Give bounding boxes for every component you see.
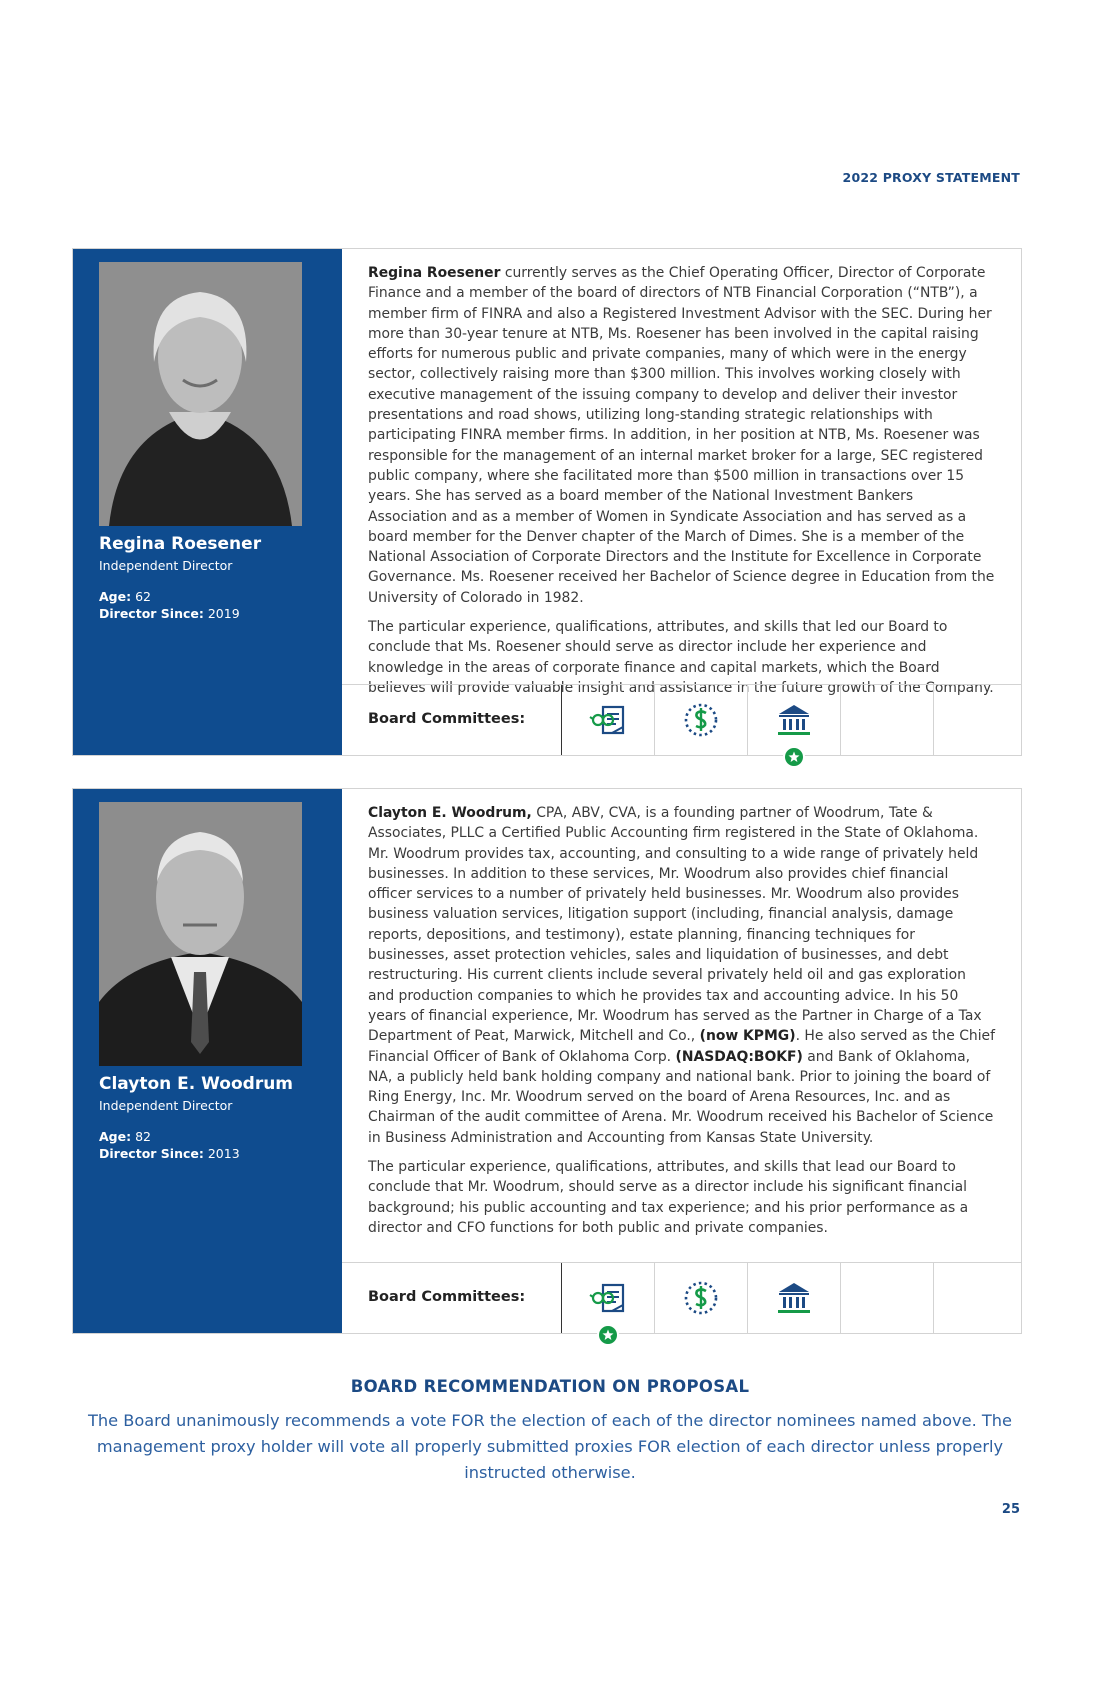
committee-cell-empty <box>840 1263 933 1333</box>
bio-bold-kpmg: (now KPMG) <box>699 1028 796 1045</box>
bio-text: . He also served as the Chief Financial Officer of Bank of Oklahoma Corp. <box>368 1028 995 1065</box>
star-icon <box>602 1329 614 1341</box>
audit-icon <box>588 1278 628 1318</box>
qualifications-paragraph: The particular experience, qualifications, attributes, and skills that led our Board to conclude that Ms. Roesener should serve as director include her experience and knowledge in the areas of corporate finance and capital markets, which the Board believes will provide valuable insight and assistance in the future growth of the Company. <box>368 619 994 696</box>
document-header: 2022 PROXY STATEMENT <box>842 170 1020 185</box>
bio-text: CPA, ABV, CVA, is a founding partner of Woodrum, Tate & Associates, PLLC a Certified Public Accounting firm registered in the State of Oklahoma. Mr. Woodrum provides tax, accounting, and consulting to a wide range of privately held businesses. In addition to these services, Mr. Woodrum also provides chief financial officer services to a number of privately held businesses. Mr. Woodrum also provides business valuation services, litigation support (including, financial analysis, damage reports, depositions, and testimony), estate planning, financing techniques for businesses, asset protection vehicles, sales and liquidation of businesses, and debt restructuring. His current clients include several privately held oil and gas exploration and production companies to which he provides tax and accounting advice. In his 50 years of financial experience, Mr. Woodrum has served as the Partner in Charge of a Tax Department of Peat, Marwick, Mitchell and Co., <box>368 805 982 1045</box>
committee-cell-compensation <box>654 685 747 755</box>
recommendation-text: The Board unanimously recommends a vote FOR the election of each of the director nominees named above. The management proxy holder will vote all properly submitted proxies FOR election of each director unless properly instructed otherwise. <box>88 1411 1012 1482</box>
director-card-woodrum <box>72 788 1022 1334</box>
committee-chair-badge <box>597 1324 619 1346</box>
board-committees-row <box>342 1262 1021 1333</box>
director-photo <box>99 802 302 1066</box>
committee-chair-badge <box>783 746 805 768</box>
audit-icon <box>588 700 628 740</box>
bio-text: currently serves as the Chief Operating Officer, Director of Corporate Finance and a member of the board of directors of NTB Financial Corporation (“NTB”), a member firm of FINRA and also a Registered Investment Advisor with the SEC. During her more than 30-year tenure at NTB, Ms. Roesener has been involved in the capital raising efforts for numerous public and private companies, many of which were in the energy sector, collectively raising more than $300 million. This involves working closely with executive management of the issuing company to develop and deliver their investor presentations and road shows, utilizing long-standing strategic relationships with participating FINRA member firms. In addition, in her position at NTB, Ms. Roesener was responsible for the management of an internal market broker for a large, SEC registered public company, where she facilitated more than $500 million in transactions over 15 years. She has served as a board member of the National Investment Bankers Association and as a member of Women in Syndicate Association and has served as a board member for the Denver chapter of the March of Dimes. She is a member of the National Association of Corporate Directors and the Institute for Excellence in Corporate Governance. Ms. Roesener received her Bachelor of Science degree in Education from the University of Colorado in 1982. <box>368 265 995 606</box>
director-name: Regina Roesener <box>99 534 262 554</box>
director-meta <box>99 588 240 622</box>
governance-icon <box>774 700 814 740</box>
director-bio <box>342 789 1021 1247</box>
committee-cell-empty <box>840 685 933 755</box>
director-bio <box>342 249 1021 707</box>
compensation-icon <box>681 1278 721 1318</box>
page-number: 25 <box>1001 1502 1020 1517</box>
director-since-value: 2013 <box>207 1146 240 1161</box>
portrait-image <box>99 262 302 526</box>
bio-text: and Bank of Oklahoma, NA, a publicly held bank holding company and national bank. Prior to joining the board of Ring Energy, Inc. Mr. Woodrum served on the board of Arena Resources, Inc. and as Chairman of the audit committee of Arena. Mr. Woodrum received his Bachelor of Science in Business Administration and Accounting from Kansas State University. <box>368 1048 994 1146</box>
director-sidebar <box>73 249 342 755</box>
board-committees-row <box>342 684 1021 755</box>
director-since-label: Director Since: <box>99 606 204 621</box>
star-icon <box>788 751 800 763</box>
bio-paragraph <box>368 803 995 1148</box>
bio-bold-ticker: (NASDAQ:BOKF) <box>675 1048 803 1065</box>
committee-cell-governance <box>747 1263 840 1333</box>
committee-cell-audit <box>561 1263 654 1333</box>
board-committees-label: Board Committees: <box>368 711 526 727</box>
director-card-roesener <box>72 248 1022 756</box>
director-meta <box>99 1128 240 1162</box>
director-sidebar <box>73 789 342 1333</box>
director-since-label: Director Since: <box>99 1146 204 1161</box>
committee-cell-governance <box>747 685 840 755</box>
age-value: 82 <box>135 1129 151 1144</box>
age-label: Age: <box>99 1129 132 1144</box>
bio-lead-name: Regina Roesener <box>368 265 501 281</box>
director-name: Clayton E. Woodrum <box>99 1074 294 1094</box>
director-since-value: 2019 <box>207 606 240 621</box>
director-role: Independent Director <box>99 1098 233 1113</box>
committee-cell-audit <box>561 685 654 755</box>
director-photo <box>99 262 302 526</box>
bio-paragraph <box>368 263 995 608</box>
director-role: Independent Director <box>99 558 233 573</box>
committee-cell-empty <box>933 685 1021 755</box>
age-label: Age: <box>99 589 132 604</box>
committee-cell-empty <box>933 1263 1021 1333</box>
portrait-image <box>99 802 302 1066</box>
governance-icon <box>774 1278 814 1318</box>
recommendation-title: BOARD RECOMMENDATION ON PROPOSAL <box>350 1377 750 1396</box>
age-value: 62 <box>135 589 151 604</box>
compensation-icon <box>681 700 721 740</box>
bio-lead-name: Clayton E. Woodrum, <box>368 805 532 821</box>
committee-cell-compensation <box>654 1263 747 1333</box>
board-committees-label: Board Committees: <box>368 1289 526 1305</box>
qualifications-paragraph: The particular experience, qualifications, attributes, and skills that lead our Board to conclude that Mr. Woodrum, should serve as a director include his significant financial background; his public accounting and tax experience; and his prior performance as a director and CFO functions for both public and private companies. <box>368 1159 969 1236</box>
